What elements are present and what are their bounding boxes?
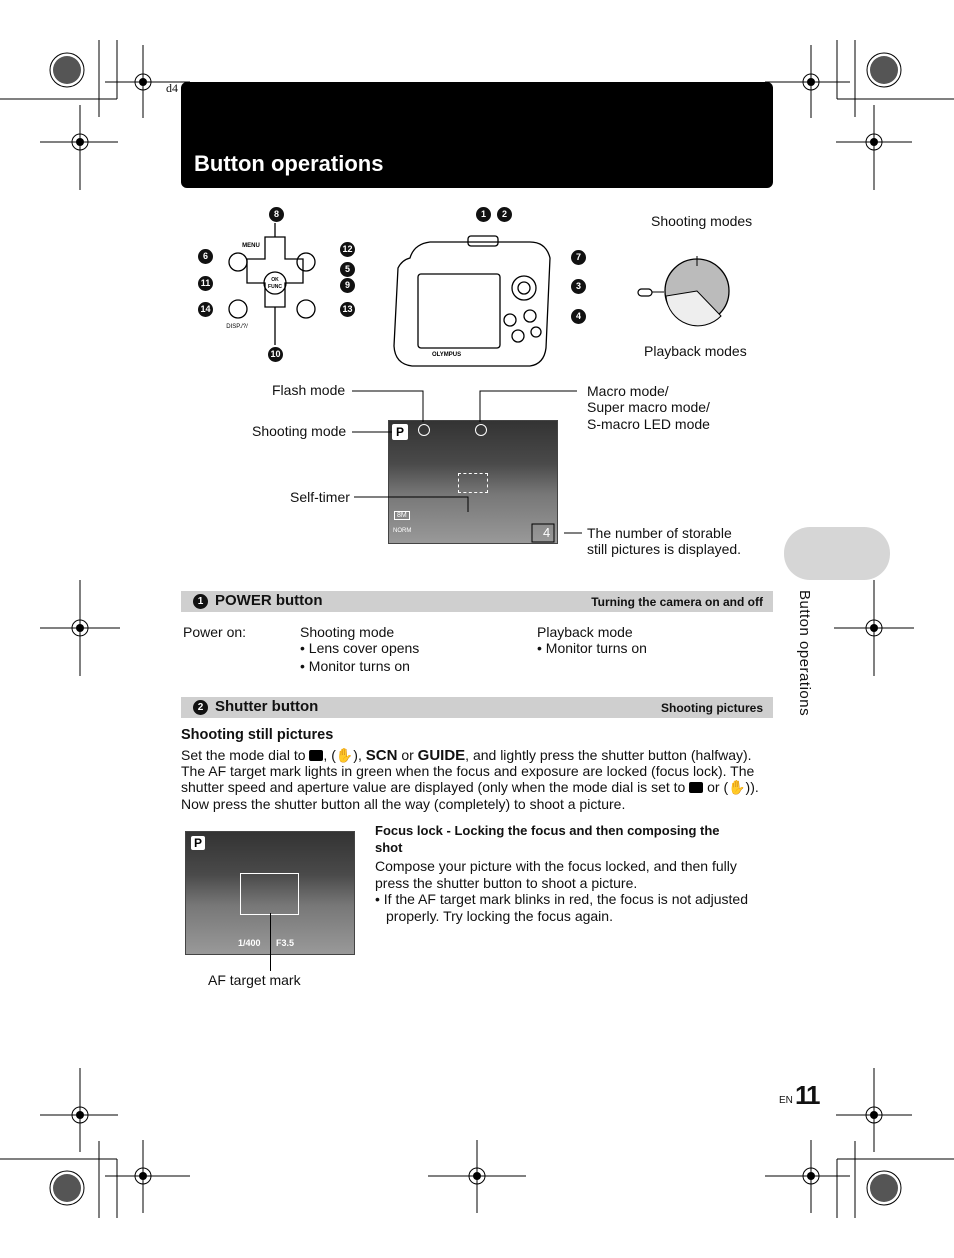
callout-7: 7 <box>571 250 586 265</box>
callout-2: 2 <box>497 207 512 222</box>
callout-3: 3 <box>571 279 586 294</box>
shooting-mode-label: Shooting mode <box>252 423 347 439</box>
monitor-mode-badge: P <box>392 424 408 440</box>
callout-4: 4 <box>571 309 586 324</box>
af-target-label: AF target mark <box>208 972 301 988</box>
callout-1: 1 <box>476 207 491 222</box>
callout-9: 9 <box>340 278 355 293</box>
section-title: Shutter button <box>215 698 319 715</box>
page-number: 11 <box>795 1080 819 1110</box>
shutter-paragraph-line-1: Set the mode dial to , (✋), SCN or GUIDE, and lightly press the shutter button (halfway). <box>181 747 752 764</box>
dial-bottom-label: Playback modes <box>644 343 747 359</box>
image-size-badge: 8M <box>394 511 410 520</box>
quality-badge: NORM <box>393 528 412 534</box>
callout-12: 12 <box>340 242 355 257</box>
shooting-mode-heading: Shooting mode <box>300 624 395 640</box>
monitor-leader-lines <box>0 0 954 600</box>
section-title-strong: POWER <box>215 592 272 609</box>
af-leader-line <box>270 913 271 971</box>
para-text: , and lightly press the shutter button (halfway). <box>465 747 752 763</box>
svg-text:MENU: MENU <box>242 243 260 249</box>
photo-mode-badge: P <box>191 836 205 850</box>
macro-label-3: S-macro LED mode <box>587 416 710 432</box>
callout-14: 14 <box>198 302 213 317</box>
or-text: or <box>707 779 720 795</box>
section-power-bar <box>181 591 773 612</box>
shutter-paragraph-line-4: Now press the shutter button all the way (completely) to shoot a picture. <box>181 796 626 812</box>
af-target-frame <box>240 873 299 915</box>
guide-mode: GUIDE <box>417 747 466 764</box>
shutter-paragraph-line-3 <box>181 779 759 796</box>
dial-top-label: Shooting modes <box>651 213 753 229</box>
section-subtitle: Shooting pictures <box>661 701 763 715</box>
focus-lock-bullet-2: properly. Try locking the focus again. <box>386 908 613 924</box>
focus-lock-text-2: press the shutter button to shoot a picture. <box>375 875 638 891</box>
section-title-rest: button <box>271 592 323 609</box>
svg-text:OK: OK <box>271 277 279 283</box>
language-code: EN <box>779 1095 793 1106</box>
callout-13: 13 <box>340 302 355 317</box>
aperture-readout: F3.5 <box>276 938 295 948</box>
callout-6: 6 <box>198 249 213 264</box>
section-number: 2 <box>193 700 208 715</box>
side-tab <box>784 527 890 580</box>
macro-label-1: Macro mode/ <box>587 383 669 399</box>
camera-icon <box>689 782 703 793</box>
para-text: Set the mode dial to <box>181 747 306 763</box>
side-vertical-label: Button operations <box>796 590 813 717</box>
focus-lock-bullet-1: • If the AF target mark blinks in red, the focus is not adjusted <box>375 891 748 907</box>
para-text: shutter speed and aperture value are displayed (only when the mode dial is set to <box>181 779 686 795</box>
section-title <box>215 592 322 609</box>
callout-5: 5 <box>340 262 355 277</box>
shooting-item-2: • Monitor turns on <box>300 658 410 674</box>
focus-lock-title-2: shot <box>375 840 403 855</box>
camera-icon <box>309 750 323 761</box>
flash-mode-label: Flash mode <box>272 382 346 398</box>
callout-10: 10 <box>268 347 283 362</box>
power-on-label: Power on: <box>183 624 247 640</box>
playback-item-1: • Monitor turns on <box>537 640 647 656</box>
svg-text:DISP./?/: DISP./?/ <box>226 324 248 330</box>
shutter-paragraph-line-2: The AF target mark lights in green when the focus and exposure are locked (focus lock). The <box>181 763 755 779</box>
storable-label-1: The number of storable <box>587 525 732 541</box>
scn-mode: SCN <box>365 747 398 764</box>
section-subtitle: Turning the camera on and off <box>591 595 763 609</box>
or-text: or <box>401 747 414 763</box>
shooting-still-heading: Shooting still pictures <box>181 727 334 743</box>
self-timer-label: Self-timer <box>290 489 350 505</box>
focus-lock-text-1: Compose your picture with the focus locked, and then fully <box>375 858 737 874</box>
macro-label-2: Super macro mode/ <box>587 399 710 415</box>
section-number: 1 <box>193 594 208 609</box>
shooting-item-1: • Lens cover opens <box>300 640 420 656</box>
callout-8: 8 <box>269 207 284 222</box>
svg-text:FUNC: FUNC <box>268 284 282 290</box>
section-shutter-bar <box>181 697 773 718</box>
hand-icon: (✋) <box>331 747 358 763</box>
svg-text:OLYMPUS: OLYMPUS <box>432 352 462 358</box>
callout-11: 11 <box>198 276 213 291</box>
storable-count: 4 <box>543 525 551 540</box>
storable-label-2: still pictures is displayed. <box>587 541 742 557</box>
page-title: Button operations <box>194 151 384 176</box>
shutter-speed-readout: 1/400 <box>238 938 261 948</box>
hand-icon: (✋)). <box>723 779 759 795</box>
focus-lock-title-1: Focus lock - Locking the focus and then composing the <box>375 823 720 838</box>
doc-code: d4 <box>166 81 178 95</box>
playback-mode-heading: Playback mode <box>537 624 633 640</box>
